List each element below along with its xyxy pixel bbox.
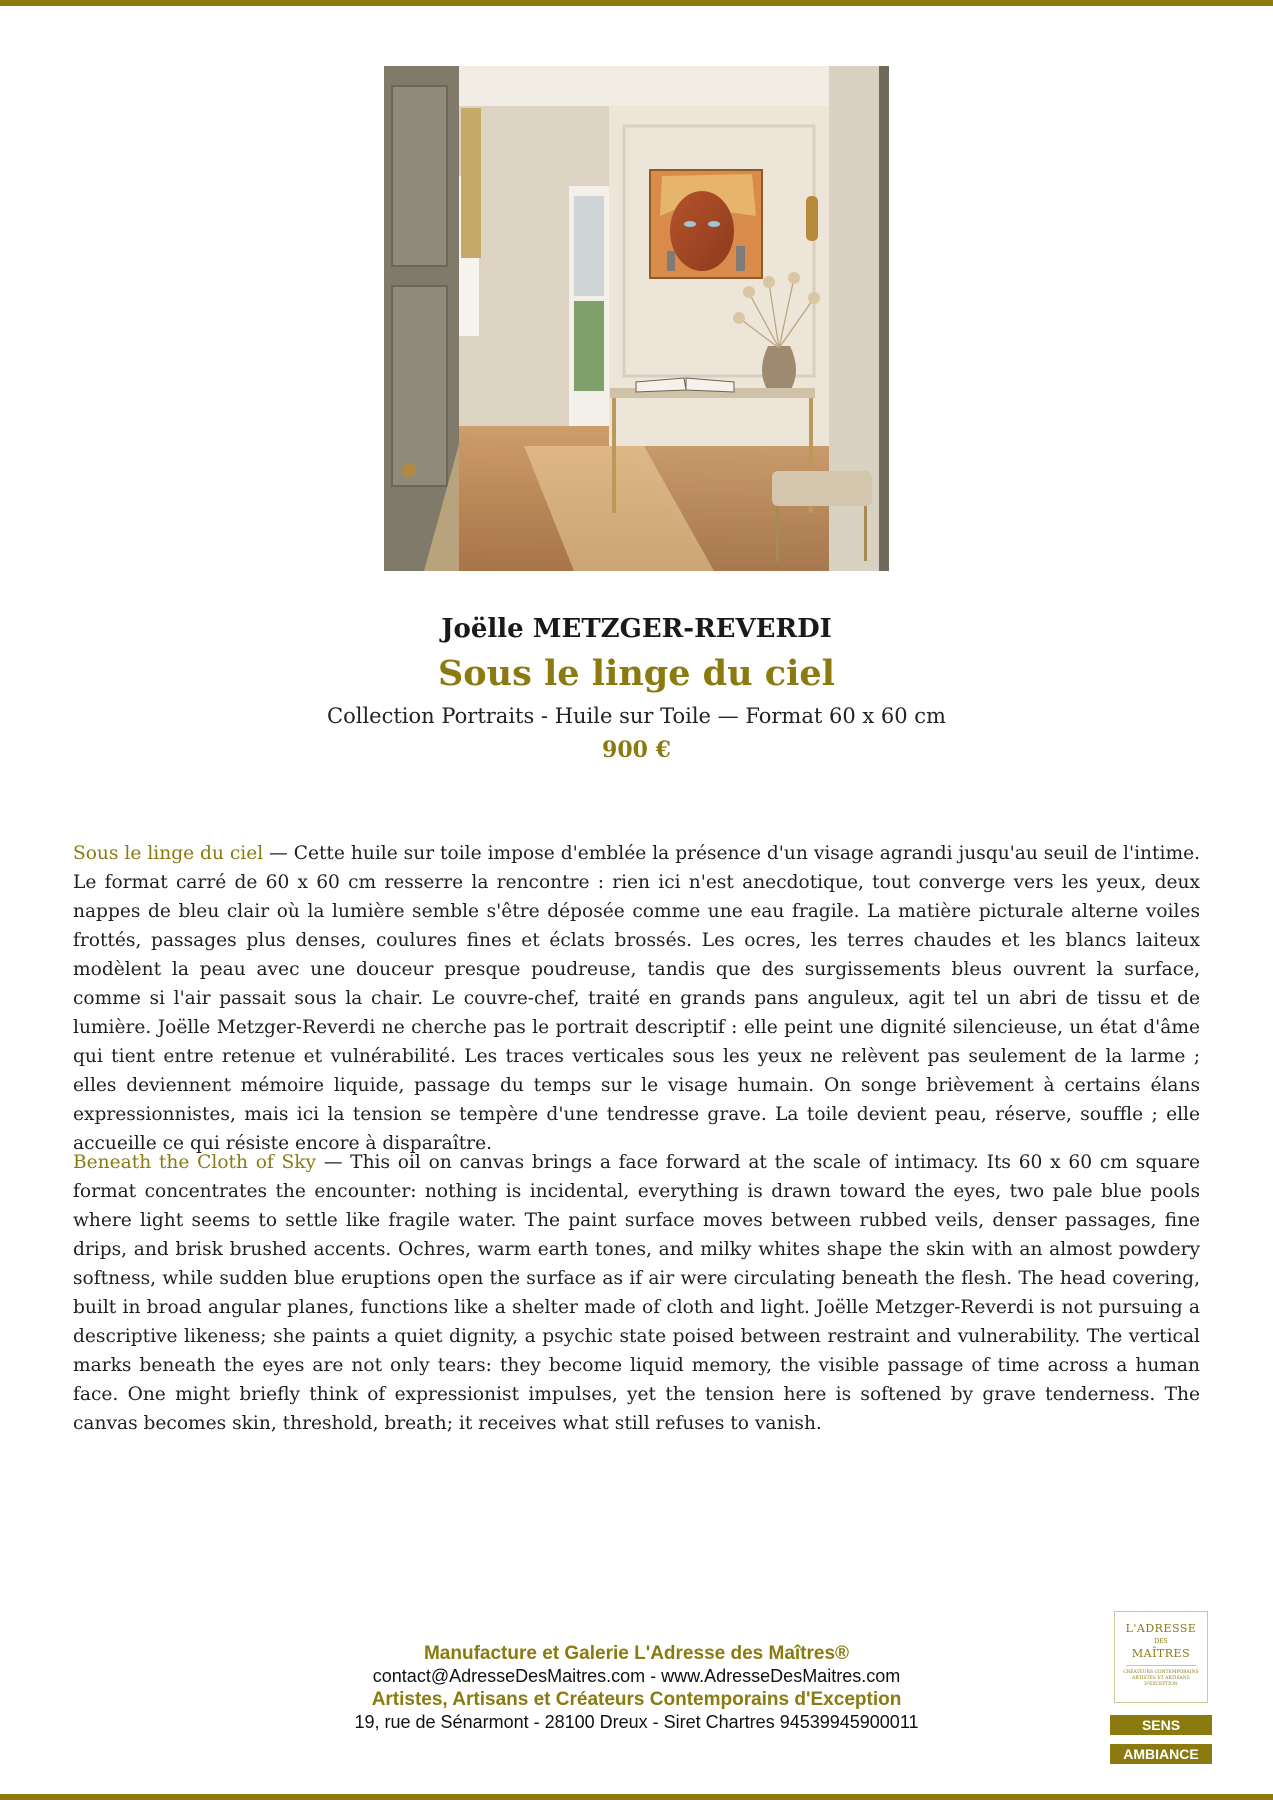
description-english — [73, 1148, 1200, 1438]
description-french — [73, 839, 1200, 1158]
description-french-lead: Sous le linge du ciel — [73, 843, 264, 864]
footer-tagline: Artistes, Artisans et Créateurs Contemporains d'Exception — [371, 1689, 902, 1710]
gallery-logo — [1114, 1611, 1208, 1703]
description-french-body: — Cette huile sur toile impose d'emblée la présence d'un visage agrandi jusqu'au seuil de l'intime. Le format carré de 60 x 60 cm resserre la rencontre : rien ici n'est anecdotique, tout converge vers les yeux, deux nappes de bleu clair où la lumière semble s'être déposée comme une eau fragile. La matière picturale alterne voiles frottés, passages plus denses, coulures fines et éclats brossés. Les ocres, les terres chaudes et les blancs laiteux modèlent la peau avec une douceur presque poudreuse, tandis que des surgissements bleus ouvrent la surface, comme si l'air passait sous la chair. Le couvre-chef, traité en grands pans anguleux, agit tel un abri de tissu et de lumière. Joëlle Metzger-Reverdi ne cherche pas le portrait descriptif : elle peint une dignité silencieuse, un état d'âme qui tient entre retenue et vulnérabilité. Les traces verticales sous les yeux ne relèvent pas seulement de la larme ; elles deviennent mémoire liquide, passage du temps sur le visage humain. On songe brièvement à certains élans expressionnistes, mais ici la tension se tempère d'une tendresse grave. La toile devient peau, réserve, souffle ; elle accueille ce qui résiste encore à disparaître. — [73, 843, 1200, 1154]
logo-divider — [1126, 1665, 1196, 1666]
artwork-details: Collection Portraits - Huile sur Toile — Format 60 x 60 cm — [327, 704, 946, 728]
logo-line-2: DES — [1154, 1638, 1168, 1645]
badge-ambiance: AMBIANCE — [1110, 1744, 1212, 1764]
logo-line-3: MAÎTRES — [1131, 1647, 1191, 1660]
bottom-border — [0, 1794, 1273, 1800]
logo-line-1: L'ADRESSE — [1125, 1622, 1197, 1635]
logo-line-4: CRÉATEURS CONTEMPORAINS ARTISTES ET ARTISANS D'EXCEPTION — [1123, 1670, 1199, 1687]
footer-gallery-name: Manufacture et Galerie L'Adresse des Maîtres® — [423, 1643, 850, 1664]
top-border — [0, 0, 1273, 6]
footer-address: 19, rue de Sénarmont - 28100 Dreux - Siret Chartres 94539945900011 — [354, 1712, 919, 1732]
artwork-title: Sous le linge du ciel — [438, 653, 835, 694]
artwork-price: 900 € — [602, 737, 671, 763]
description-english-lead: Beneath the Cloth of Sky — [73, 1152, 317, 1173]
footer — [0, 1642, 1273, 1734]
artist-name: Joëlle METZGER-REVERDI — [441, 614, 832, 644]
badge-sens: SENS — [1110, 1715, 1212, 1735]
description-english-body: — This oil on canvas brings a face forward at the scale of intimacy. Its 60 x 60 cm square format concentrates the encounter: nothing is incidental, everything is drawn toward the eyes, two pale blue pools where light seems to settle like fragile water. The paint surface moves between rubbed veils, denser passages, fine drips, and brisk brushed accents. Ochres, warm earth tones, and milky whites shape the skin with an almost powdery softness, while sudden blue eruptions open the surface as if air were circulating beneath the flesh. The head covering, built in broad angular planes, functions like a shelter made of cloth and light. Joëlle Metzger-Reverdi is not pursuing a descriptive likeness; she paints a quiet dignity, a psychic state poised between restraint and vulnerability. The vertical marks beneath the eyes are not only tears: they become liquid memory, the visible passage of time across a human face. One might briefly think of expressionist impulses, yet the tension here is softened by grave tenderness. The canvas becomes skin, threshold, breath; it receives what still refuses to vanish. — [73, 1152, 1200, 1434]
artwork-photo — [384, 66, 889, 571]
footer-contact: contact@AdresseDesMaitres.com - www.AdresseDesMaitres.com — [372, 1666, 901, 1686]
